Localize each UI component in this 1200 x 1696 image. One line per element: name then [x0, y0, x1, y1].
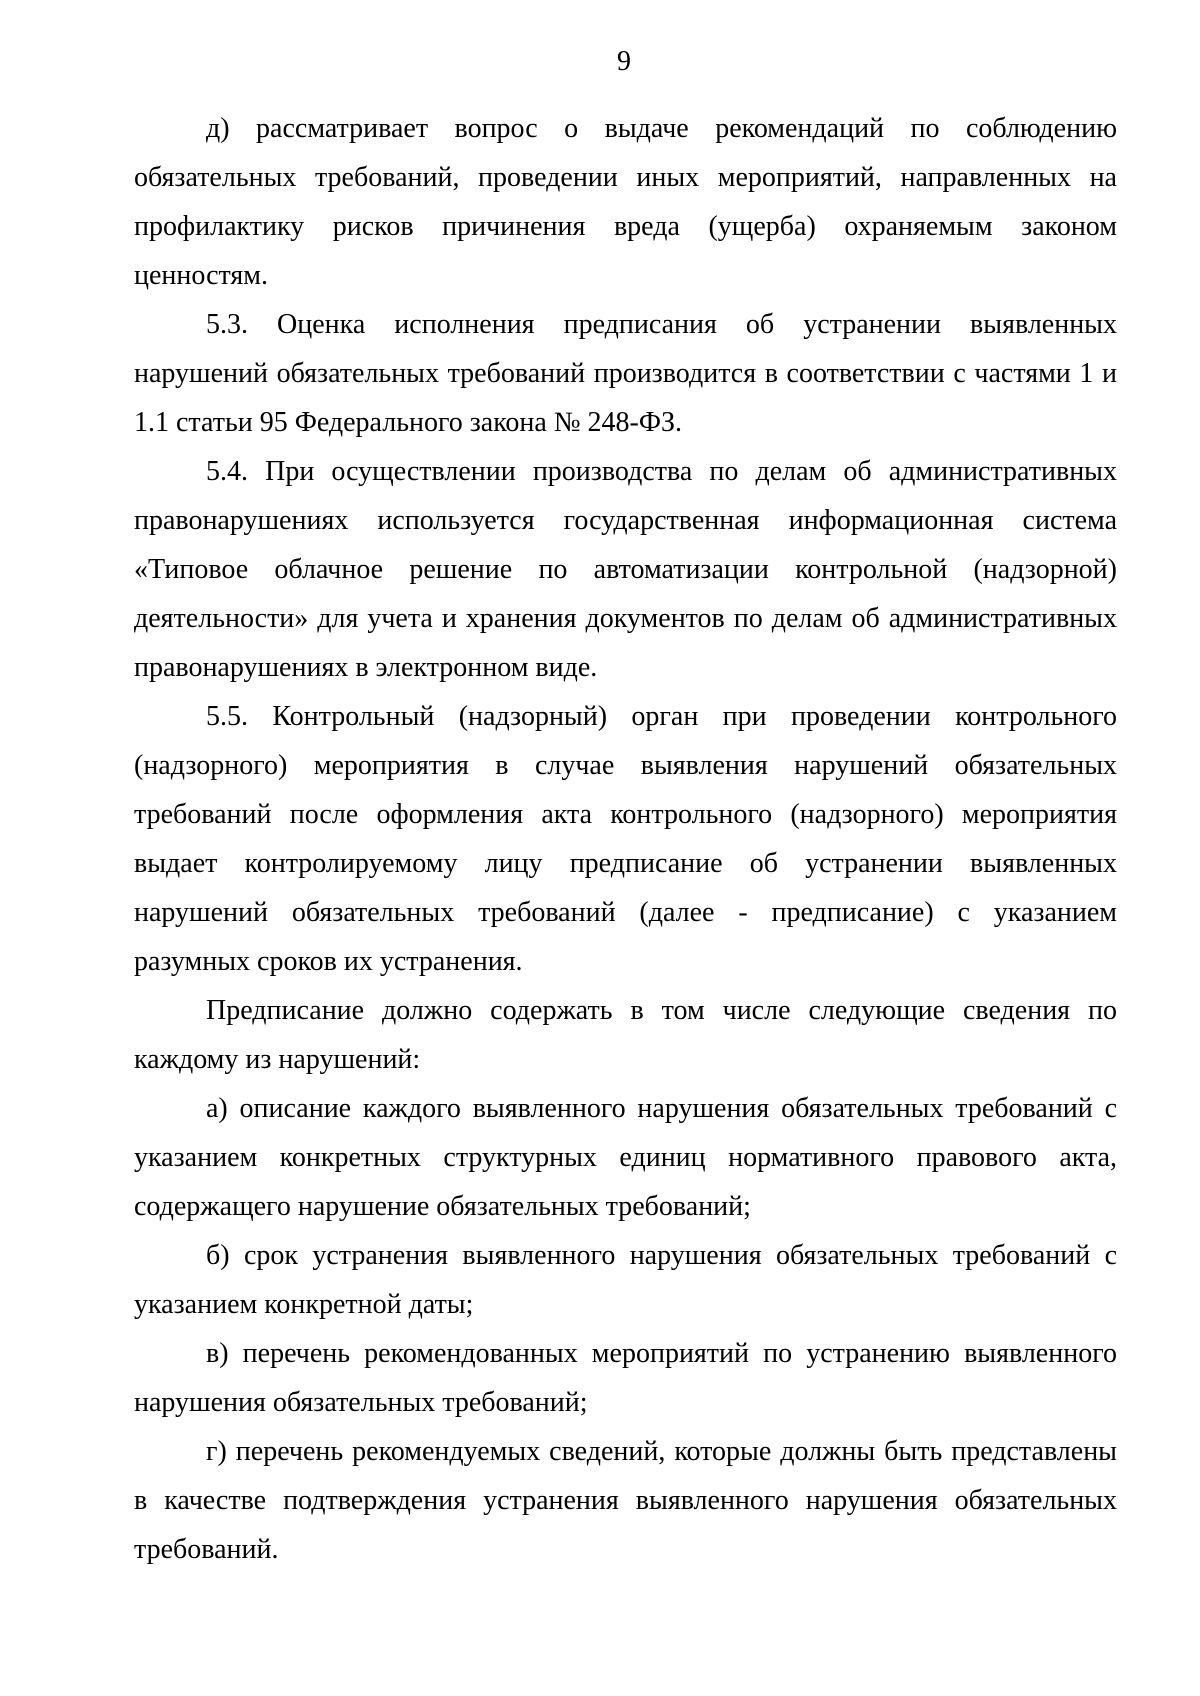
paragraph-d-recommendations: д) рассматривает вопрос о выдаче рекомендаций по соблюдению обязательных требований, проведении иных мероприятий, направленных на профилактику рисков причинения вреда (ущерба) охраняемым законом ценностям. — [134, 113, 1117, 291]
paragraph-prescription-contents: Предписание должно содержать в том числе следующие сведения по каждому из нарушений: — [134, 995, 1117, 1075]
paragraph-5-4: 5.4. При осуществлении производства по делам об административных правонарушениях используется государственная информационная система «Типовое облачное решение по автоматизации контрольной (надзорной) деятельности» для учета и хранения документов по делам об административных правонарушениях в электронном виде. — [134, 456, 1117, 683]
document-body — [134, 104, 1117, 1574]
paragraph-5-3: 5.3. Оценка исполнения предписания об устранении выявленных нарушений обязательных требований производится в соответствии с частями 1 и 1.1 статьи 95 Федерального закона № 248-ФЗ. — [134, 309, 1117, 438]
list-item-g: г) перечень рекомендуемых сведений, которые должны быть представлены в качестве подтверждения устранения выявленного нарушения обязательных требований. — [134, 1436, 1117, 1565]
page-number: 9 — [617, 46, 631, 77]
list-item-b: б) срок устранения выявленного нарушения обязательных требований с указанием конкретной даты; — [134, 1240, 1117, 1320]
paragraph-5-5: 5.5. Контрольный (надзорный) орган при проведении контрольного (надзорного) мероприятия в случае выявления нарушений обязательных требований после оформления акта контрольного (надзорного) мероприятия выдает контролируемому лицу предписание об устранении выявленных нарушений обязательных требований (далее - предписание) с указанием разумных сроков их устранения. — [134, 701, 1117, 977]
list-item-v: в) перечень рекомендованных мероприятий по устранению выявленного нарушения обязательных требований; — [134, 1338, 1117, 1418]
list-item-a: а) описание каждого выявленного нарушения обязательных требований с указанием конкретных структурных единиц нормативного правового акта, содержащего нарушение обязательных требований; — [134, 1093, 1117, 1222]
